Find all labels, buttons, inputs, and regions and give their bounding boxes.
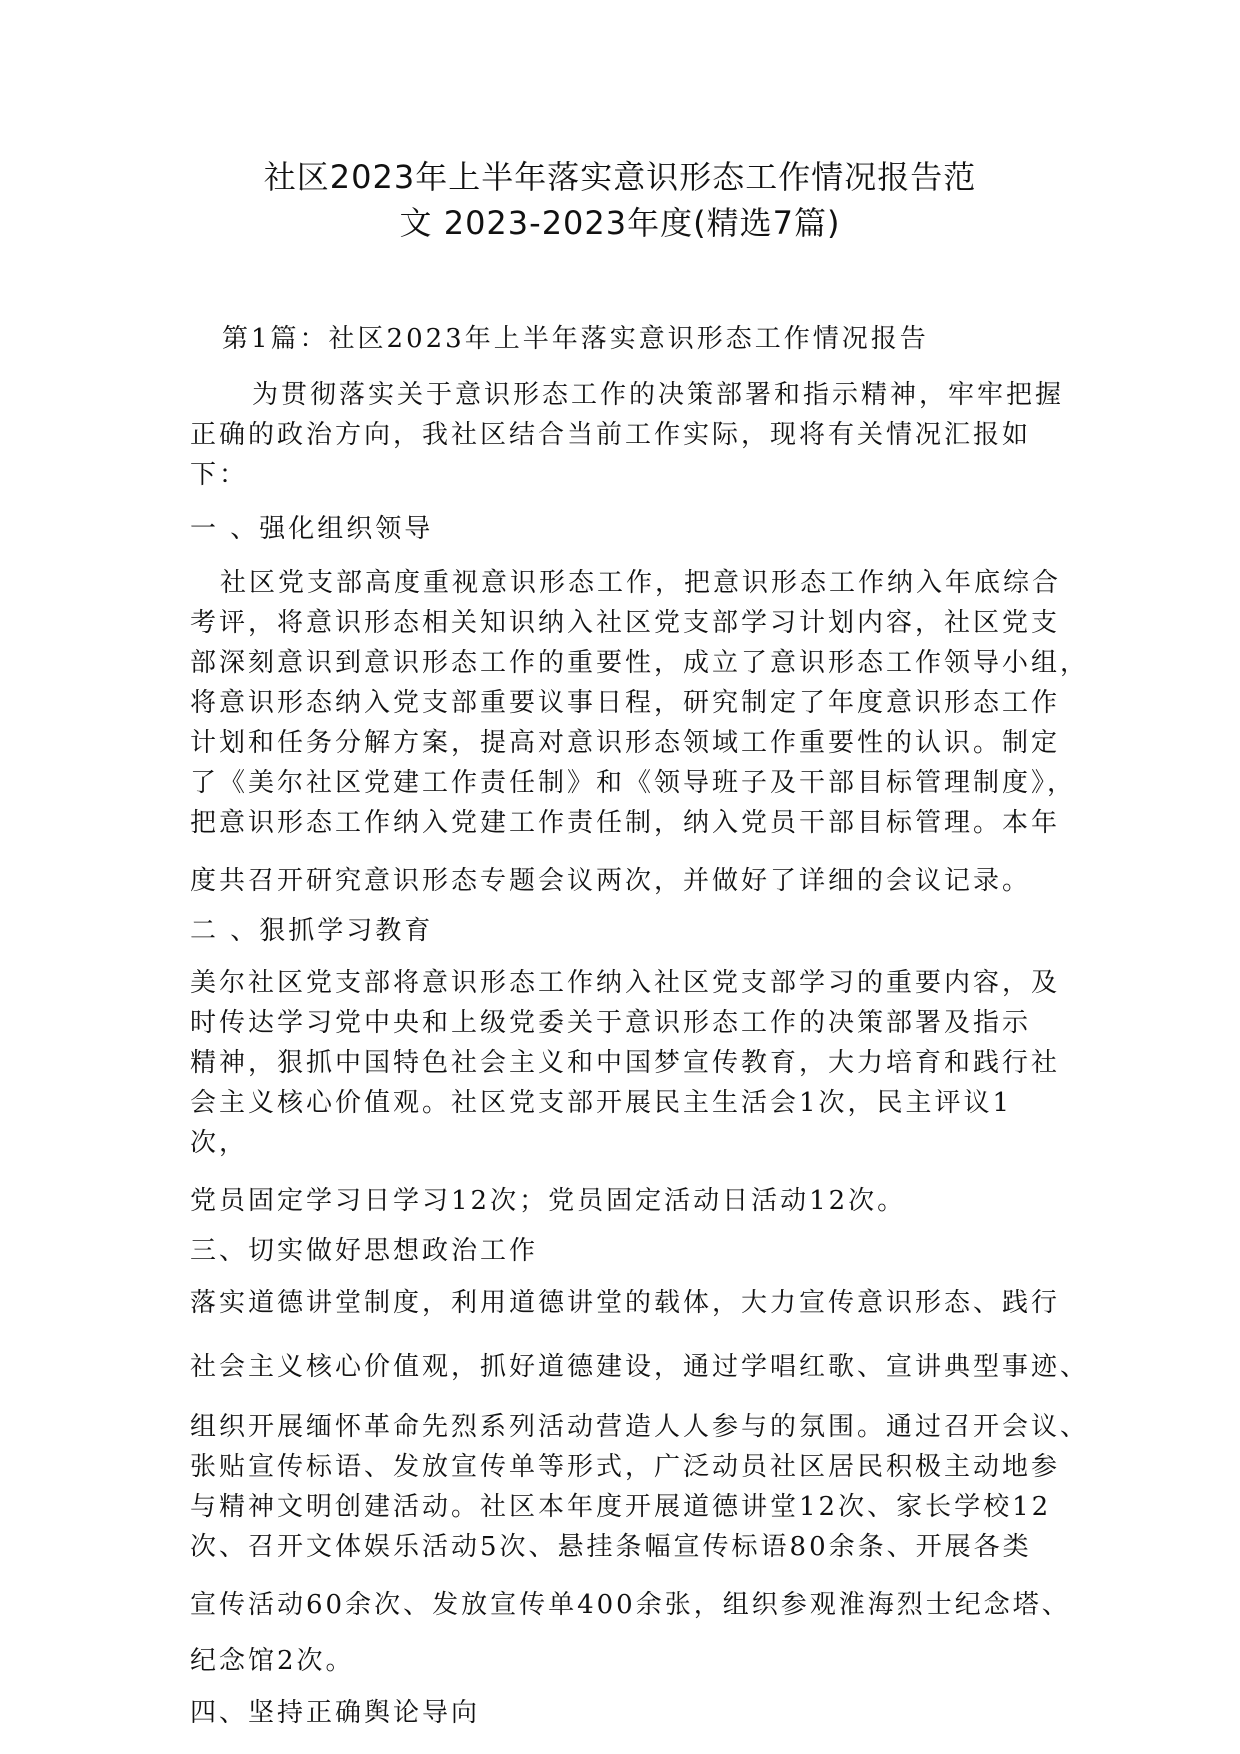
section-heading-3: 三、切实做好思想政治工作 [190, 1236, 539, 1266]
section-3-paragraph-line: 纪念馆2次。 [190, 1646, 355, 1676]
document-title-line-1: 社区2023年上半年落实意识形态工作情况报告范 [263, 158, 977, 196]
section-1-paragraph-line: 考评，将意识形态相关知识纳入社区党支部学习计划内容，社区党支 [190, 608, 1061, 638]
section-1-paragraph-line: 将意识形态纳入党支部重要议事日程，研究制定了年度意识形态工作 [190, 688, 1061, 718]
section-3-paragraph-line: 宣传活动60余次、发放宣传单400余张，组织参观淮海烈士纪念塔、 [190, 1590, 1071, 1620]
section-2-paragraph-line: 精神，狠抓中国特色社会主义和中国梦宣传教育，大力培育和践行社 [190, 1048, 1061, 1078]
section-1-paragraph-line: 部深刻意识到意识形态工作的重要性，成立了意识形态工作领导小组， [190, 648, 1090, 678]
section-2-paragraph-line: 党员固定学习日学习12次；党员固定活动日活动12次。 [190, 1186, 907, 1216]
section-3-paragraph-line: 次、召开文体娱乐活动5次、悬挂条幅宣传标语80余条、开展各类 [190, 1532, 1032, 1562]
document-title-line-2: 文 2023-2023年度(精选7篇) [399, 204, 841, 242]
section-1-paragraph-line: 了《美尔社区党建工作责任制》和《领导班子及干部目标管理制度》， [190, 768, 1077, 798]
section-1-paragraph-line: 把意识形态工作纳入党建工作责任制，纳入党员干部目标管理。本年 [190, 808, 1061, 838]
intro-paragraph-line: 为贯彻落实关于意识形态工作的决策部署和指示精神，牢牢把握 [252, 380, 1065, 410]
section-3-paragraph-line: 落实道德讲堂制度，利用道德讲堂的载体，大力宣传意识形态、践行 [190, 1288, 1061, 1318]
section-heading-1: 一 、强化组织领导 [190, 514, 434, 544]
section-heading-4: 四、坚持正确舆论导向 [190, 1698, 481, 1728]
section-3-paragraph-line: 与精神文明创建活动。社区本年度开展道德讲堂12次、家长学校12 [190, 1492, 1052, 1522]
intro-paragraph-line: 下： [190, 460, 249, 490]
section-1-paragraph-line: 社区党支部高度重视意识形态工作，把意识形态工作纳入年底综合 [220, 568, 1062, 598]
intro-paragraph-line: 正确的政治方向，我社区结合当前工作实际，现将有关情况汇报如 [190, 420, 1032, 450]
section-2-paragraph-line: 次， [190, 1128, 249, 1158]
section-1-paragraph-line: 计划和任务分解方案，提高对意识形态领域工作重要性的认识。制定 [190, 728, 1061, 758]
section-2-paragraph-line: 会主义核心价值观。社区党支部开展民主生活会1次，民主评议1 [190, 1088, 1013, 1118]
section-2-paragraph-line: 美尔社区党支部将意识形态工作纳入社区党支部学习的重要内容，及 [190, 968, 1061, 998]
section-3-paragraph-line: 社会主义核心价值观，抓好道德建设，通过学唱红歌、宣讲典型事迹、 [190, 1352, 1090, 1382]
section-3-paragraph-line: 张贴宣传标语、发放宣传单等形式，广泛动员社区居民积极主动地参 [190, 1452, 1061, 1482]
section-3-paragraph-line: 组织开展缅怀革命先烈系列活动营造人人参与的氛围。通过召开会议、 [190, 1412, 1090, 1442]
section-2-paragraph-line: 时传达学习党中央和上级党委关于意识形态工作的决策部署及指示 [190, 1008, 1032, 1038]
section-heading-2: 二 、狠抓学习教育 [190, 916, 434, 946]
chapter-heading: 第1篇：社区2023年上半年落实意识形态工作情况报告 [222, 324, 929, 354]
section-1-paragraph-line: 度共召开研究意识形态专题会议两次，并做好了详细的会议记录。 [190, 866, 1032, 896]
